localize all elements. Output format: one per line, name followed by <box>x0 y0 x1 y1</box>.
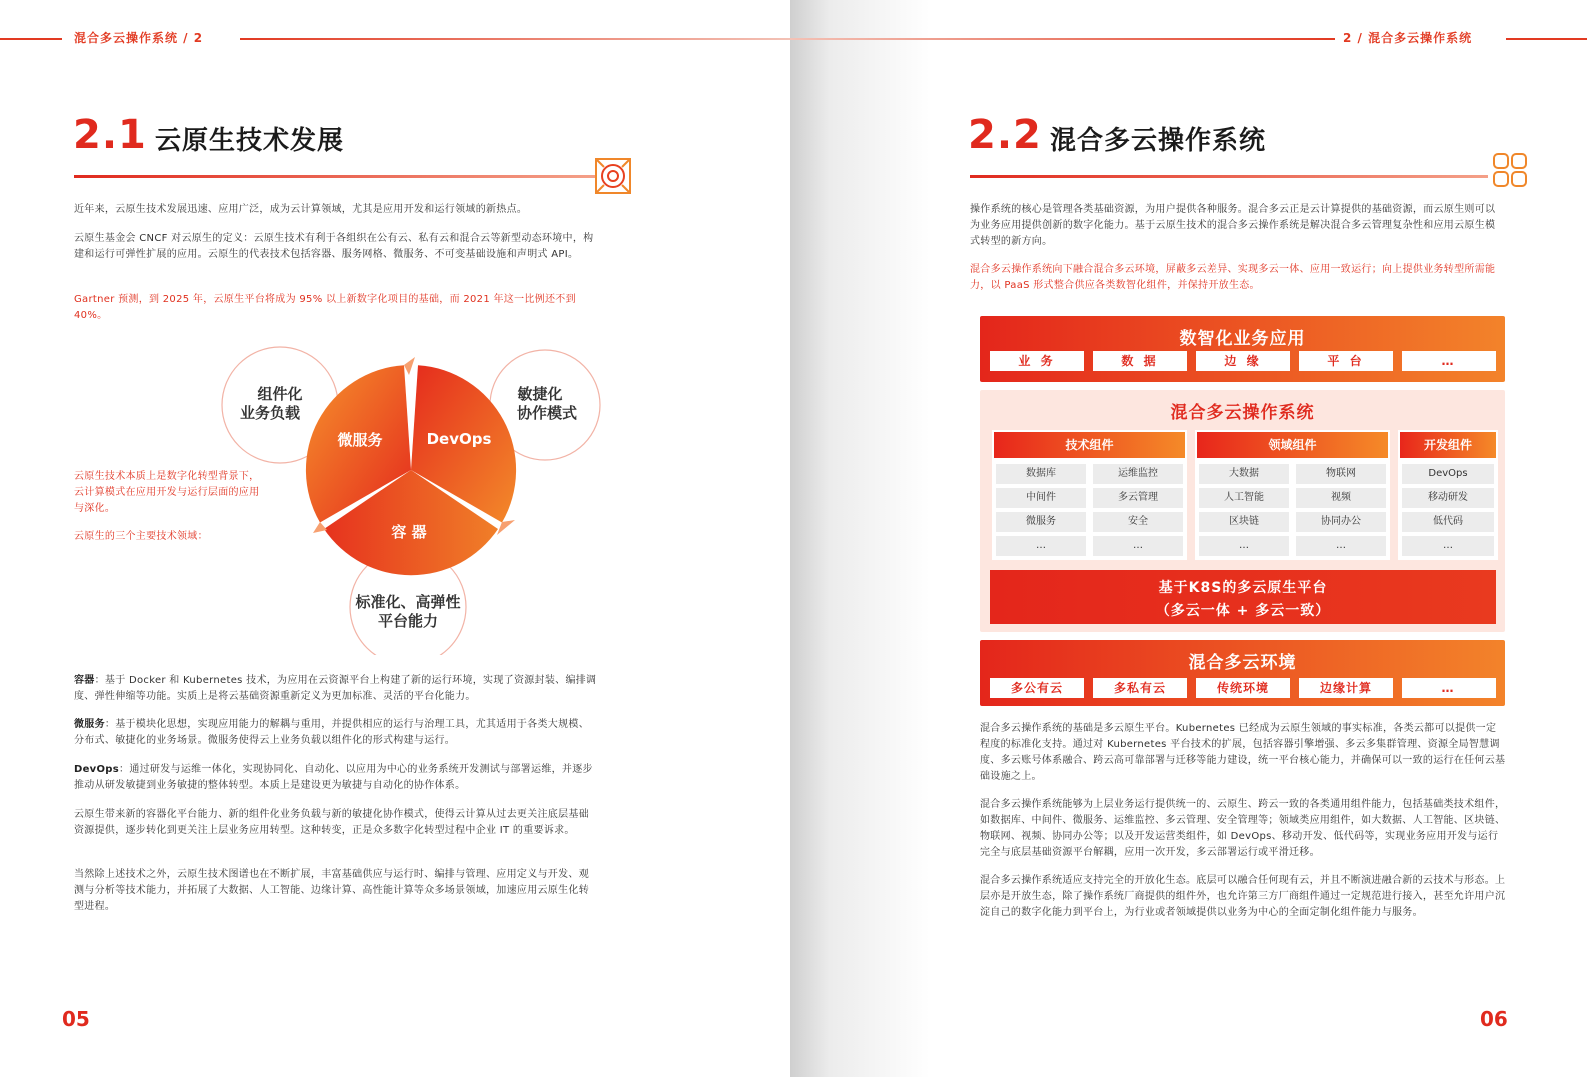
chip-edge-computing: 边缘计算 <box>1299 678 1393 698</box>
section-title-right: 混合多云操作系统 <box>1050 126 1267 156</box>
container-label: 容器 <box>74 675 95 686</box>
cell-dev-more: … <box>1402 536 1494 556</box>
cloud-native-diagram <box>215 345 615 655</box>
microservice-label: 微服务 <box>74 719 105 730</box>
section-title: 云原生技术发展 <box>155 126 345 156</box>
container-paragraph <box>74 673 598 705</box>
chip-edge: 边 缘 <box>1196 351 1290 371</box>
cell-security: 安全 <box>1093 512 1183 532</box>
page-number-right: 06 <box>1480 1007 1508 1031</box>
cell-ops-monitor: 运维监控 <box>1093 464 1183 484</box>
k8s-platform-bar <box>990 570 1496 624</box>
bubble-right-line1: 敏捷化 <box>517 385 563 403</box>
chip-platform: 平 台 <box>1299 351 1393 371</box>
transform-paragraph: 云原生带来新的容器化平台能力、新的组件化业务负载与新的敏捷化协作模式，使得云计算从过去更关注底层基础资源提供，逐步转化到更关注上层业务应用转型。这种转变，正是众多数字化转型过程中企业 IT 的重要诉求。 <box>74 809 589 836</box>
band-business-title: 数智化业务应用 <box>1179 329 1306 349</box>
k8s-foundation-paragraph: 混合多云操作系统的基础是多云原生平台。Kubernetes 已经成为云原生领域的事实标准，各类云都可以提供一定程度的标准化支持。通过对 Kubernetes 平台技术的扩展，包括容器引擎增强、多云多集群管理、资源全局智慧调度、多云账号体系融合、跨云高可靠部署与迁移等能力建设，统一平台核心能力，并确保可以一致的运行在任何云基础设施之上。 <box>980 723 1506 782</box>
title-underline <box>74 175 596 178</box>
label-microservice: 微服务 <box>337 431 383 449</box>
microservice-paragraph <box>74 717 598 749</box>
left-page <box>0 0 790 1077</box>
header-rule-right-2 <box>1506 38 1587 40</box>
section-number: 2.1 <box>73 112 147 158</box>
os-core-paragraph: 操作系统的核心是管理各类基础资源，为用户提供各种服务。混合多云正是云计算提供的基础资源，而云原生则可以为业务应用提供创新的数字化能力。基于云原生技术的混合多云操作系统是解决混合多云管理复杂性和应用云原生模式转型的新方向。 <box>970 204 1496 247</box>
cell-ai: 人工智能 <box>1199 488 1289 508</box>
grid-ornament-icon <box>1493 153 1527 187</box>
cell-bigdata: 大数据 <box>1199 464 1289 484</box>
microservice-text: ：基于模块化思想，实现应用能力的解耦与重用，并提供相应的运行与治理工具，尤其适用于各类大规模、分布式、敏捷化的业务场景。微服务使得云上业务负载以组件化的形式构建与运行。 <box>74 719 590 746</box>
cell-iot: 物联网 <box>1296 464 1386 484</box>
title-underline-right <box>970 175 1488 178</box>
header-rule-left-2 <box>240 38 790 40</box>
chip-more: … <box>1402 351 1496 371</box>
chip-traditional: 传统环境 <box>1196 678 1290 698</box>
cell-tech-more-1: … <box>996 536 1086 556</box>
chip-multi-private: 多私有云 <box>1093 678 1187 698</box>
bubble-right-line2: 协作模式 <box>516 404 578 422</box>
cell-domain-more-2: … <box>1296 536 1386 556</box>
page-number-left: 05 <box>62 1007 90 1031</box>
cncf-paragraph: 云原生基金会 CNCF 对云原生的定义：云原生技术有利于各组织在公有云、私有云和混合云等新型动态环境中，构建和运行可弹性扩展的应用。云原生的代表技术包括容器、服务网格、微服务、不可变基础设施和声明式 API。 <box>74 233 594 260</box>
devops-paragraph <box>74 762 598 794</box>
bubble-left-line2: 业务负载 <box>239 404 301 422</box>
running-header-left: 混合多云操作系统 / 2 <box>74 31 204 45</box>
gartner-paragraph: Gartner 预测，到 2025 年，云原生平台将成为 95% 以上新数字化项目的基础，而 2021 年这一比例还不到 40%。 <box>74 294 576 321</box>
arrow-tip-top <box>404 357 415 375</box>
bubble-bottom-line1: 标准化、高弹性 <box>355 593 461 611</box>
arrow-tip-left <box>313 522 327 533</box>
components-paragraph: 混合多云操作系统能够为上层业务运行提供统一的、云原生、跨云一致的各类通用组件能力，包括基础类技术组件，如数据库、中间件、微服务、运维监控、多云管理、安全管理等；领域类应用组件，如大数据、人工智能、区块链、物联网、视频、协同办公等；以及开发运营类组件，如 DevOps、移动开发、低代码等，实现业务应用开发与运行完全与底层基础资源平台解耦，应用一次开发，多云部署运行或平滑迁移。 <box>980 799 1506 858</box>
cell-mobile-dev: 移动研发 <box>1402 488 1494 508</box>
k8s-line1: 基于K8S的多云原生平台 <box>1158 580 1328 596</box>
cell-tech-more-2: … <box>1093 536 1183 556</box>
header-rule-right <box>790 38 1335 40</box>
chip-business: 业 务 <box>990 351 1084 371</box>
header-rule-left <box>0 38 62 40</box>
cell-microservice: 微服务 <box>996 512 1086 532</box>
cell-domain-more-1: … <box>1199 536 1289 556</box>
running-header-right: 2 / 混合多云操作系统 <box>1343 31 1473 45</box>
label-devops: DevOps <box>426 430 492 448</box>
cell-middleware: 中间件 <box>996 488 1086 508</box>
side-note-2: 云原生的三个主要技术领域： <box>74 531 208 542</box>
band-os-title: 混合多云操作系统 <box>1170 403 1315 423</box>
k8s-line2: （多云一体 + 多云一致） <box>1155 603 1331 619</box>
chip-multi-public: 多公有云 <box>990 678 1084 698</box>
open-ecosystem-paragraph: 混合多云操作系统适应支持完全的开放化生态。底层可以融合任何现有云，并且不断演进融合新的云技术与形态。上层亦是开放生态，除了操作系统厂商提供的组件外，也允许第三方厂商组件通过一定规范进行接入，甚至允许用户沉淀自己的数字化能力到平台上，为行业或者领域提供以业务为中心的全面定制化组件能力与服务。 <box>980 875 1506 918</box>
cell-multicloud-mgmt: 多云管理 <box>1093 488 1183 508</box>
label-container: 容 器 <box>391 523 427 541</box>
band-env-title: 混合多云环境 <box>1188 653 1297 673</box>
cell-blockchain: 区块链 <box>1199 512 1289 532</box>
intro-paragraph: 近年来，云原生技术发展迅速、应用广泛，成为云计算领域，尤其是应用开发和运行领域的新热点。 <box>74 204 528 215</box>
bubble-bottom-line2: 平台能力 <box>377 612 439 630</box>
container-text: ：基于 Docker 和 Kubernetes 技术，为应用在云资源平台上构建了新的运行环境，实现了资源封装、编排调度、弹性伸缩等功能。实质上是将云基础资源重新定义为更加标准、灵活的平台化能力。 <box>74 675 597 702</box>
col-dev-head: 开发组件 <box>1400 432 1496 458</box>
arrow-tip-right <box>497 520 515 535</box>
landscape-paragraph: 当然除上述技术之外，云原生技术图谱也在不断扩展，丰富基础供应与运行时、编排与管理、应用定义与开发、观测与分析等技术能力，并拓展了大数据、人工智能、边缘计算、高性能计算等众多场景领域，加速应用云原生化转型进程。 <box>74 869 589 912</box>
col-domain-head: 领域组件 <box>1197 432 1388 458</box>
cell-devops: DevOps <box>1402 464 1494 484</box>
bubble-left-line1: 组件化 <box>257 385 303 403</box>
ornament-icon <box>594 157 632 195</box>
band-business-apps <box>980 316 1505 382</box>
col-tech-head: 技术组件 <box>994 432 1185 458</box>
devops-label: DevOps <box>74 764 120 775</box>
section-number-right: 2.2 <box>968 112 1042 158</box>
side-note-1: 云原生技术本质上是数字化转型背景下，云计算模式在应用开发与运行层面的应用与深化。 <box>74 471 260 514</box>
os-direction-paragraph: 混合多云操作系统向下融合混合多云环境，屏蔽多云差异、实现多云一体、应用一致运行；向上提供业务转型所需能力，以 PaaS 形式整合供应各类数智化组件，并保持开放生态。 <box>970 264 1496 291</box>
chip-env-more: … <box>1402 678 1496 698</box>
devops-text: ：通过研发与运维一体化，实现协同化、自动化、以应用为中心的业务系统开发测试与部署运维，并逐步推动从研发敏捷到业务敏捷的整体转型。本质上是建设更为敏捷与自动化的协作体系。 <box>74 764 593 791</box>
cell-database: 数据库 <box>996 464 1086 484</box>
cell-video: 视频 <box>1296 488 1386 508</box>
cell-collab-office: 协同办公 <box>1296 512 1386 532</box>
chip-data: 数 据 <box>1093 351 1187 371</box>
cell-low-code: 低代码 <box>1402 512 1494 532</box>
